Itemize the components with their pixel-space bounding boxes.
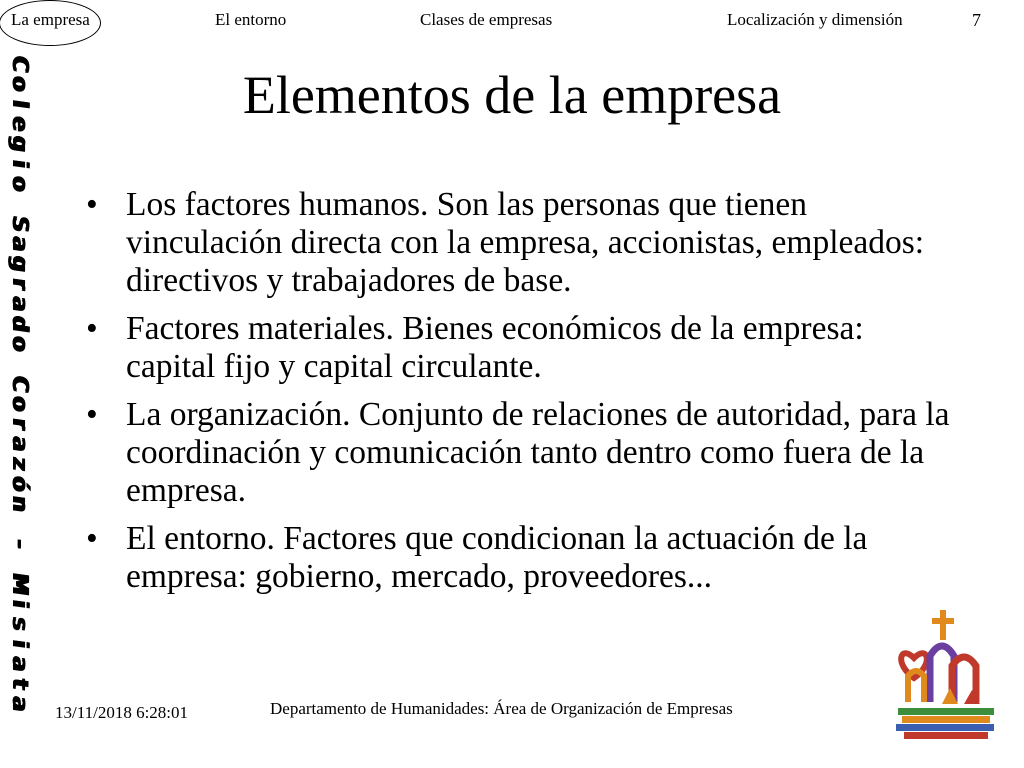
bullet-item [86, 310, 956, 386]
bullet-item [86, 520, 956, 596]
active-nav-ring [0, 0, 101, 46]
side-text-char: r [7, 275, 32, 291]
page-title: Elementos de la empresa [242, 65, 782, 125]
side-text-char: i [7, 157, 32, 169]
side-text-char: i [7, 597, 32, 609]
side-text-char: a [7, 433, 32, 453]
bullet-dot: • [86, 396, 98, 433]
side-text-char: n [7, 493, 32, 513]
nav-item-label: El entorno [215, 10, 287, 29]
bullet-dot: • [86, 310, 98, 347]
side-text-char: l [7, 97, 32, 109]
side-text-char: d [7, 313, 32, 333]
bullet-text: La organización. Conjunto de relaciones de autoridad, para la coordinación y comunicación tanto dentro como fuera de la empresa. [126, 396, 950, 509]
side-text-char: o [7, 393, 32, 413]
side-text-char: a [7, 693, 32, 713]
bullet-list [86, 186, 956, 606]
vertical-school-name [2, 52, 36, 712]
school-crest-icon [890, 606, 1002, 746]
side-text-char: r [7, 415, 32, 431]
bullet-dot: • [86, 520, 98, 557]
nav-item-la-empresa[interactable] [11, 10, 90, 30]
side-text-char: s [7, 614, 32, 632]
side-text-char: o [7, 73, 32, 93]
footer-department: Departamento de Humanidades: Área de Organización de Empresas [270, 699, 733, 718]
side-text-char: z [7, 454, 32, 472]
nav-item-label: Localización y dimensión [727, 10, 903, 29]
side-text-char: o [7, 173, 32, 193]
side-text-char: C [7, 373, 32, 393]
bullet-text: Factores materiales. Bienes económicos de la empresa: capital fijo y capital circulante. [126, 310, 864, 385]
side-text-char: a [7, 653, 32, 673]
side-text-char: i [7, 637, 32, 649]
page-number: 7 [972, 10, 981, 30]
nav-item-localizacion-y-dimension[interactable] [727, 10, 903, 30]
side-text-char: C [7, 53, 32, 73]
nav-item-label: La empresa [11, 10, 90, 29]
bullet-item [86, 186, 956, 300]
top-navigation [0, 0, 1024, 40]
bullet-text: El entorno. Factores que condicionan la actuación de la empresa: gobierno, mercado, proveedores... [126, 520, 868, 595]
side-text-char: a [7, 293, 32, 313]
side-text-char: e [7, 113, 32, 133]
side-text-char: ó [7, 473, 32, 493]
nav-item-clases-de-empresas[interactable] [420, 10, 552, 30]
side-text-char: M [7, 570, 32, 596]
nav-item-label: Clases de empresas [420, 10, 553, 29]
side-text-char: g [7, 253, 32, 273]
side-text-char: S [7, 213, 32, 233]
side-text-char: t [7, 676, 32, 691]
side-text-char: - [7, 536, 32, 550]
nav-item-el-entorno[interactable] [215, 10, 286, 30]
bullet-dot: • [86, 186, 98, 223]
side-text-char: o [7, 333, 32, 353]
side-text-char: a [7, 233, 32, 253]
footer-date: 13/11/2018 6:28:01 [55, 703, 189, 722]
bullet-text: Los factores humanos. Son las personas que tienen vinculación directa con la empresa, accionistas, empleados: directivos y trabajadores de base. [126, 186, 925, 299]
side-text-char: g [7, 133, 32, 153]
bullet-item [86, 396, 956, 510]
